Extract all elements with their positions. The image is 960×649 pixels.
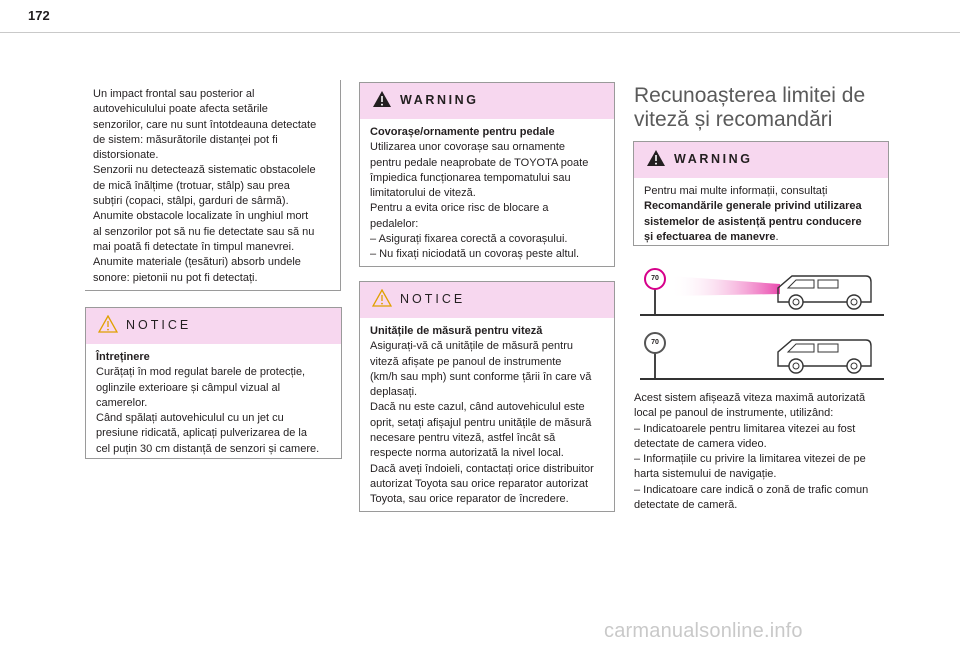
warning-box-recommendations — [633, 141, 889, 246]
text-line: senzorilor, care nu sunt întotdeauna detectate — [93, 118, 317, 131]
text-line: Toyota, sau orice reparator de încredere. — [370, 493, 569, 506]
text-line: – Indicatoarele pentru limitarea vitezei au fost — [634, 422, 856, 435]
warning-body — [360, 119, 614, 271]
camera-ray-icon — [670, 272, 780, 300]
text-line: pentru pedale neaprobate de TOYOTA poate — [370, 156, 589, 169]
text-tail: . — [775, 230, 779, 243]
warning-label: WARNING — [400, 93, 479, 107]
warning-header — [634, 142, 888, 178]
text-line: de mică înălțime (trotuar, stâlp) sau prea — [93, 179, 290, 192]
notice-box-speed-units — [359, 281, 615, 512]
notice-header — [360, 282, 614, 318]
col1-intro-rule-side — [340, 80, 341, 291]
text-line: limitatorului de viteză. — [370, 187, 476, 200]
notice-heading: Întreținere — [96, 351, 150, 363]
watermark: carmanualsonline.info — [604, 620, 803, 642]
text-line: Senzorii nu detectează sistematic obstacolele — [93, 164, 316, 177]
col1-intro-rule — [85, 290, 340, 291]
notice-box-maintenance — [85, 307, 342, 459]
text-line: de sistem: măsurătorile distanței pot fi — [93, 133, 278, 146]
speed-sign-icon: 70 — [644, 332, 666, 354]
text-line: Utilizarea unor covorașe sau ornamente — [370, 141, 566, 154]
text-line: viteză afișate pe panoul de instrumente — [370, 355, 562, 368]
text-line: respecte norma autorizată la nivel local. — [370, 447, 564, 460]
warning-label: WARNING — [674, 152, 753, 166]
text-line: Când spălați autovehiculul cu un jet cu — [96, 412, 284, 425]
col1-intro — [93, 87, 343, 286]
warning-box-pedal-mats — [359, 82, 615, 267]
warning-triangle-icon — [646, 149, 666, 167]
illustration-sign-detected — [640, 264, 884, 316]
text-line: al senzorilor pot să nu fie detectate sau să nu — [93, 225, 315, 238]
text-line: Dacă nu este cazul, când autovehiculul este — [370, 401, 585, 414]
text-line: – Asigurați fixarea corectă a covorașului. — [370, 233, 568, 246]
notice-body — [86, 344, 341, 465]
text-line: necesare pentru viteză, astfel încât să — [370, 432, 556, 445]
text-line: – Indicatoare care indică o zonă de trafic comun — [634, 483, 869, 496]
road-line — [640, 314, 884, 316]
caution-triangle-icon — [372, 289, 392, 307]
text-line: Pentru a evita orice risc de blocare a — [370, 202, 549, 215]
notice-label: NOTICE — [400, 292, 466, 306]
text-line: Un impact frontal sau posterior al — [93, 88, 255, 100]
warning-body — [634, 178, 888, 253]
section-title-line: viteză și recomandări — [634, 108, 833, 131]
text-line: Dacă aveți îndoieli, contactați orice distribuitor — [370, 462, 594, 475]
warning-header — [360, 83, 614, 119]
sign-post — [654, 286, 656, 314]
col3-body — [634, 391, 899, 513]
section-title-line: Recunoașterea limitei de — [634, 84, 866, 107]
text-line: Curățați în mod regulat barele de protecție, — [96, 366, 306, 379]
text-line: Asigurați-vă că unitățile de măsură pentru — [370, 340, 573, 353]
text-line: subțiri (copaci, stâlpi, garduri de sârmă). — [93, 195, 289, 208]
car-icon — [774, 272, 874, 312]
caution-triangle-icon — [98, 315, 118, 333]
text-line: local pe panoul de instrumente, utilizând: — [634, 407, 834, 420]
text-line: – Nu fixați niciodată un covoraș peste altul. — [370, 248, 580, 261]
text-line: detectate de cameră. — [634, 499, 738, 512]
notice-label: NOTICE — [126, 318, 192, 332]
text-line: oprit, setați afișajul pentru unitățile de măsură — [370, 416, 592, 429]
text-line-bold: sistemelor de asistență pentru conducere — [644, 215, 862, 228]
text-line: Pentru mai multe informații, consultați — [644, 185, 828, 197]
text-line: harta sistemului de navigație. — [634, 468, 777, 481]
text-line: autovehiculului poate afecta setările — [93, 103, 268, 116]
text-line: distorsionate. — [93, 149, 159, 162]
warning-triangle-icon — [372, 90, 392, 108]
header-rule — [0, 32, 960, 33]
warning-heading: Covorașe/ornamente pentru pedale — [370, 126, 555, 138]
notice-header — [86, 308, 341, 344]
illustration-sign-passed — [640, 328, 884, 380]
text-line: Anumite obstacole localizate în unghiul mort — [93, 210, 309, 223]
text-line: sonore: pietonii nu pot fi detectați. — [93, 271, 258, 284]
text-line: camerelor. — [96, 396, 148, 409]
text-line-bold: Recomandările generale privind utilizarea — [644, 200, 862, 213]
text-line: deplasați. — [370, 386, 418, 399]
speed-sign-icon: 70 — [644, 268, 666, 290]
text-line: (km/h sau mph) sunt conforme țării în care vă — [370, 370, 592, 383]
text-line: mai poată fi detectate în timpul manevrei. — [93, 240, 295, 253]
text-line: cel puțin 30 cm distanță de senzori și camere. — [96, 442, 320, 455]
car-icon — [774, 336, 874, 376]
notice-body — [360, 318, 614, 516]
text-line: Acest sistem afișează viteza maximă autorizată — [634, 392, 866, 404]
sign-post — [654, 350, 656, 378]
section-title — [634, 84, 934, 132]
text-line: oglinzile exterioare și câmpul vizual al — [96, 381, 281, 394]
notice-heading: Unitățile de măsură pentru viteză — [370, 325, 543, 337]
text-line: – Informațiile cu privire la limitarea vitezei de pe — [634, 453, 866, 466]
text-line: pedalelor: — [370, 217, 419, 230]
text-line: Anumite materiale (țesături) absorb undele — [93, 256, 301, 269]
page-number: 172 — [28, 8, 50, 23]
text-line: presiune ridicată, aplicați pulverizarea de la — [96, 427, 307, 440]
text-line: detectate de camera video. — [634, 437, 767, 450]
text-line-bold: și efectuarea de manevre — [644, 230, 776, 243]
text-line: autorizat Toyota sau orice reparator autorizat — [370, 477, 589, 490]
road-line — [640, 378, 884, 380]
text-line: împiedica funcționarea tempomatului sau — [370, 171, 571, 184]
